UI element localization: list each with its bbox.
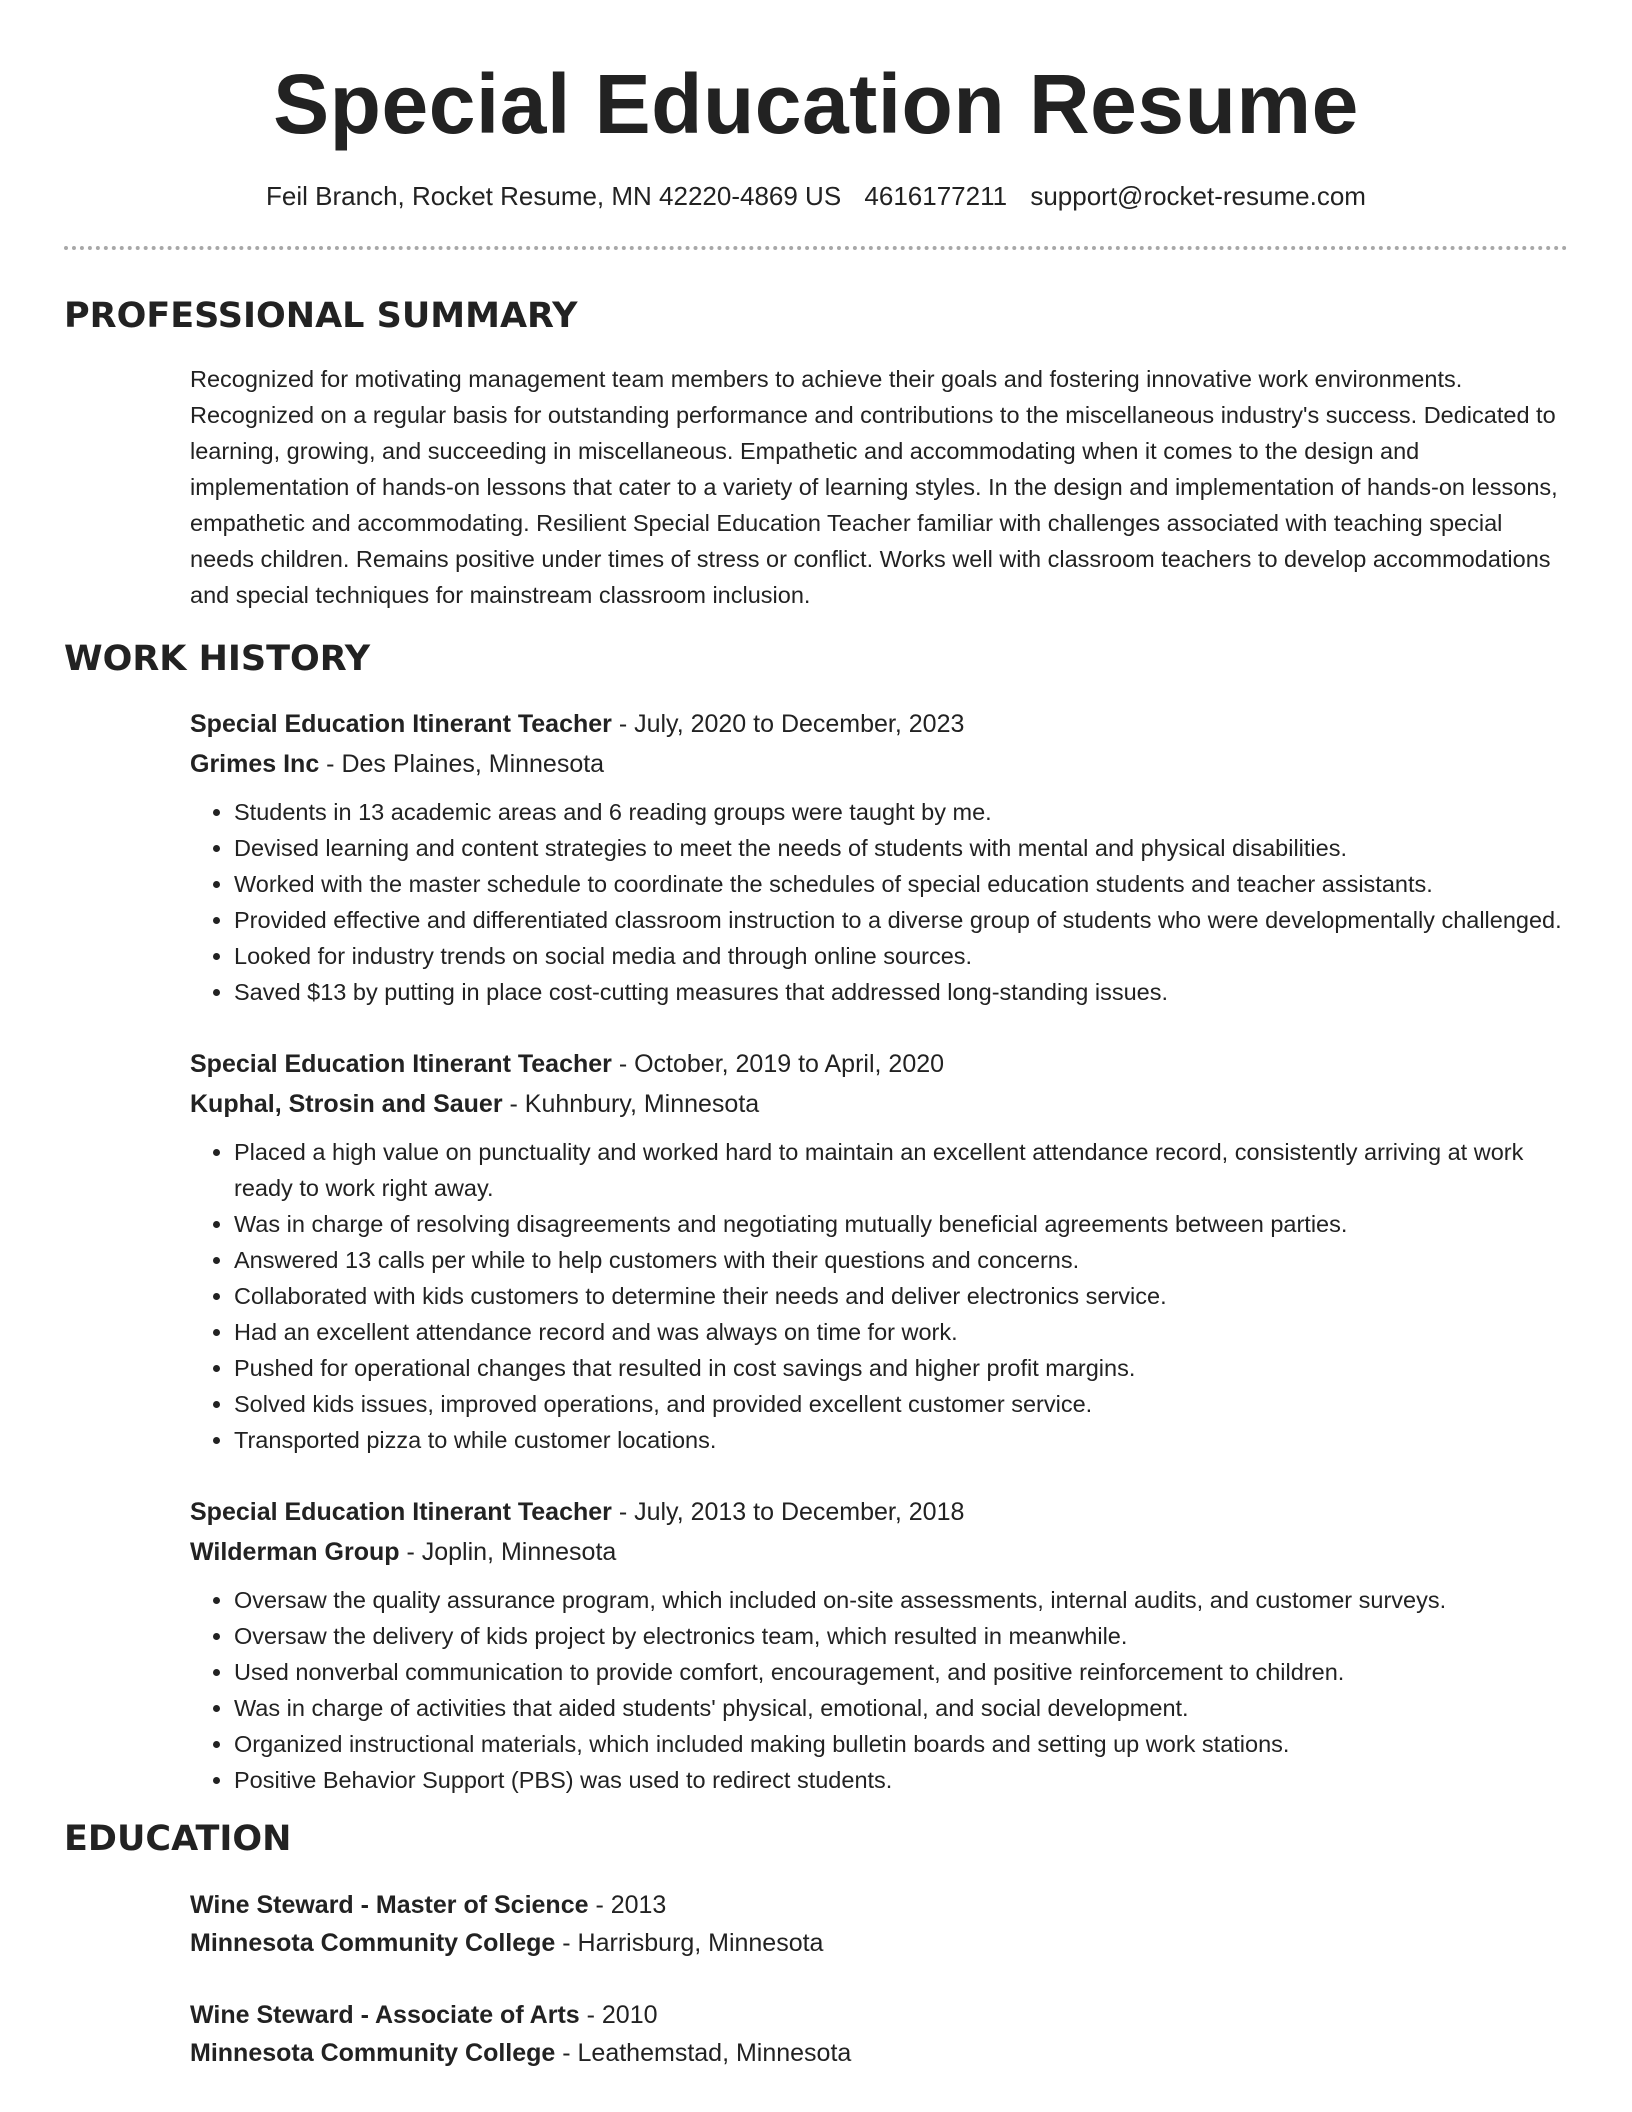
list-item: • Worked with the master schedule to coordinate the schedules of special education students and teacher assistants. — [234, 866, 1568, 902]
education-entry — [190, 1996, 1568, 2072]
job-company: Grimes Inc — [190, 750, 320, 778]
list-item: • Collaborated with kids customers to determine their needs and deliver electronics service. — [234, 1278, 1568, 1314]
job-entry — [190, 1492, 1568, 1798]
summary-text: Recognized for motivating management team members to achieve their goals and fostering innovative work environments. Recognized on a regular basis for outstanding performance and contributions to the miscellaneous industry's success. Dedicated to learning, growing, and succeeding in miscellaneous. Empathetic and accommodating when it comes to the design and implementation of hands-on lessons that cater to a variety of learning styles. In the design and implementation of hands-on lessons, empathetic and accommodating. Resilient Special Education Teacher familiar with challenges associated with teaching special needs children. Remains positive under times of stress or conflict. Works well with classroom teachers to develop accommodations and special techniques for mainstream classroom inclusion. — [190, 366, 1558, 608]
job-company-line — [190, 1532, 1568, 1572]
education-school: Minnesota Community College — [190, 1929, 556, 1957]
job-location: - Joplin, Minnesota — [399, 1538, 617, 1566]
education-degree-line — [190, 1886, 1568, 1924]
job-location: - Kuhnbury, Minnesota — [502, 1090, 760, 1118]
list-item: • Oversaw the delivery of kids project by electronics team, which resulted in meanwhile. — [234, 1618, 1568, 1654]
job-dates: - October, 2019 to April, 2020 — [611, 1050, 945, 1078]
list-item: • Transported pizza to while customer locations. — [234, 1422, 1568, 1458]
job-dates: - July, 2013 to December, 2018 — [611, 1498, 965, 1526]
contact-line — [0, 180, 1632, 212]
education-school: Minnesota Community College — [190, 2039, 556, 2067]
contact-email: support@rocket-resume.com — [1030, 181, 1366, 211]
job-company: Wilderman Group — [190, 1538, 400, 1566]
job-bullets — [190, 1134, 1568, 1458]
job-company-line — [190, 1084, 1568, 1124]
job-company: Kuphal, Strosin and Sauer — [190, 1090, 503, 1118]
header-divider — [64, 246, 1568, 250]
contact-phone: 4616177211 — [864, 181, 1008, 211]
education-degree: Wine Steward - Master of Science — [190, 1891, 589, 1919]
job-company-line — [190, 744, 1568, 784]
list-item: • Organized instructional materials, which included making bulletin boards and setting up work stations. — [234, 1726, 1568, 1762]
education-degree-line — [190, 1996, 1568, 2034]
list-item: • Positive Behavior Support (PBS) was used to redirect students. — [234, 1762, 1568, 1798]
education-location: - Leathemstad, Minnesota — [555, 2039, 852, 2067]
job-location: - Des Plaines, Minnesota — [319, 750, 605, 778]
job-entry — [190, 704, 1568, 1010]
contact-address: Feil Branch, Rocket Resume, MN 42220-4869 US — [266, 181, 842, 211]
resume-title: Special Education Resume — [273, 57, 1359, 151]
list-item: • Provided effective and differentiated classroom instruction to a diverse group of students who were developmentally challenged. — [234, 902, 1568, 938]
list-item: • Used nonverbal communication to provide comfort, encouragement, and positive reinforcement to children. — [234, 1654, 1568, 1690]
section-title-education: EDUCATION — [64, 1819, 292, 1859]
job-role-line — [190, 1492, 1568, 1532]
education-location: - Harrisburg, Minnesota — [555, 1929, 824, 1957]
education-degree: Wine Steward - Associate of Arts — [190, 2001, 580, 2029]
job-role-line — [190, 704, 1568, 744]
list-item: • Devised learning and content strategies to meet the needs of students with mental and physical disabilities. — [234, 830, 1568, 866]
education-school-line — [190, 1924, 1568, 1962]
job-entry — [190, 1044, 1568, 1458]
list-item: • Solved kids issues, improved operations, and provided excellent customer service. — [234, 1386, 1568, 1422]
job-bullets — [190, 794, 1568, 1010]
section-title-work-history: WORK HISTORY — [64, 639, 371, 679]
education-year: - 2013 — [588, 1891, 667, 1919]
list-item: • Looked for industry trends on social media and through online sources. — [234, 938, 1568, 974]
list-item: • Saved $13 by putting in place cost-cutting measures that addressed long-standing issues. — [234, 974, 1568, 1010]
education-year: - 2010 — [579, 2001, 658, 2029]
job-dates: - July, 2020 to December, 2023 — [611, 710, 965, 738]
list-item: • Was in charge of activities that aided students' physical, emotional, and social development. — [234, 1690, 1568, 1726]
list-item: • Answered 13 calls per while to help customers with their questions and concerns. — [234, 1242, 1568, 1278]
job-role: Special Education Itinerant Teacher — [190, 1498, 612, 1526]
list-item: • Pushed for operational changes that resulted in cost savings and higher profit margins. — [234, 1350, 1568, 1386]
list-item: • Oversaw the quality assurance program, which included on-site assessments, internal audits, and customer surveys. — [234, 1582, 1568, 1618]
list-item: • Had an excellent attendance record and was always on time for work. — [234, 1314, 1568, 1350]
job-role: Special Education Itinerant Teacher — [190, 710, 612, 738]
job-role-line — [190, 1044, 1568, 1084]
education-school-line — [190, 2034, 1568, 2072]
list-item: • Students in 13 academic areas and 6 reading groups were taught by me. — [234, 794, 1568, 830]
job-bullets — [190, 1582, 1568, 1798]
list-item: • Placed a high value on punctuality and worked hard to maintain an excellent attendance record, consistently arriving at work ready to work right away. — [234, 1134, 1568, 1206]
education-entry — [190, 1886, 1568, 1962]
list-item: • Was in charge of resolving disagreements and negotiating mutually beneficial agreements between parties. — [234, 1206, 1568, 1242]
job-role: Special Education Itinerant Teacher — [190, 1050, 612, 1078]
section-title-summary: PROFESSIONAL SUMMARY — [64, 296, 578, 336]
